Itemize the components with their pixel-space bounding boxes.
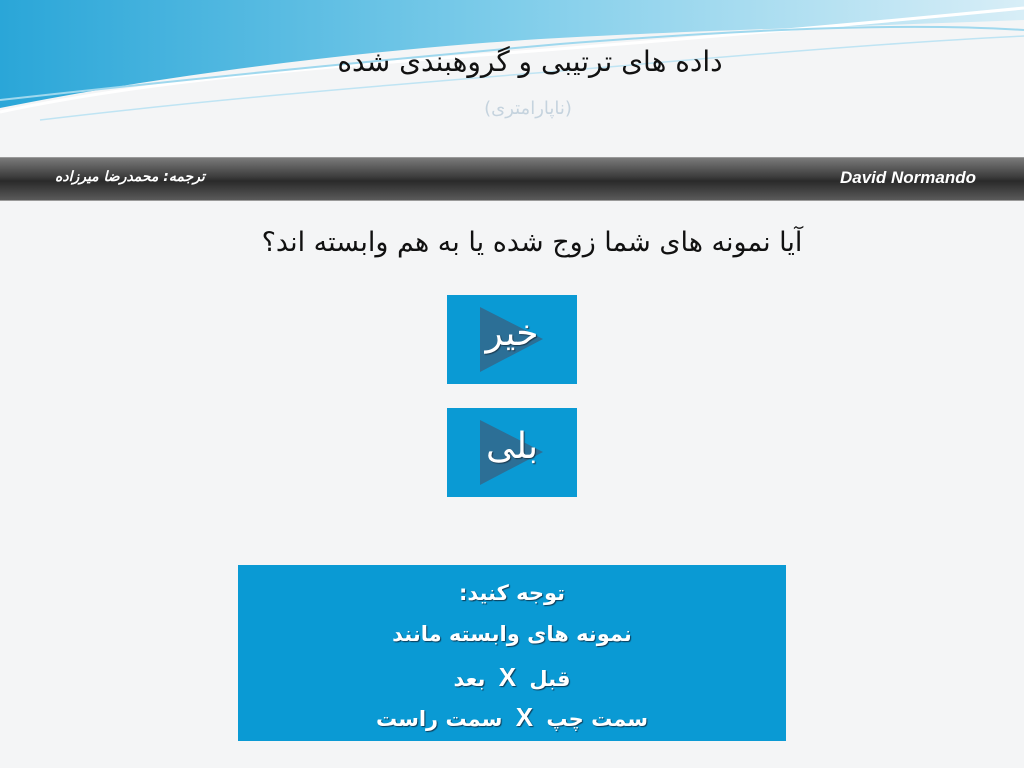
header-band bbox=[0, 157, 1024, 201]
note-line: نمونه های وابسته مانند bbox=[392, 622, 632, 646]
note-box bbox=[238, 565, 786, 741]
note-line bbox=[238, 662, 786, 693]
slide-title: داده های ترتیبی و گروهبندی شده bbox=[337, 45, 723, 78]
yes-button[interactable] bbox=[447, 408, 577, 497]
author-credit: David Normando bbox=[839, 168, 976, 187]
question-text: آیا نمونه های شما زوج شده یا به هم وابسته اند؟ bbox=[261, 227, 803, 258]
note-word: بعد bbox=[453, 667, 486, 691]
no-button-label: خیر bbox=[485, 313, 539, 354]
note-word: قبل bbox=[529, 667, 571, 691]
slide-subtitle: (ناپارامتری) bbox=[484, 98, 572, 119]
yes-button-label: بلی bbox=[486, 426, 538, 467]
note-word: سمت راست bbox=[375, 707, 503, 731]
note-heading: توجه کنید: bbox=[458, 581, 566, 605]
note-x: X bbox=[515, 702, 534, 732]
note-x: X bbox=[498, 662, 517, 692]
note-word: سمت چپ bbox=[546, 707, 649, 731]
note-line bbox=[238, 702, 786, 733]
translator-credit: ترجمه: محمدرضا میرزاده bbox=[55, 169, 205, 185]
no-button[interactable] bbox=[447, 295, 577, 384]
